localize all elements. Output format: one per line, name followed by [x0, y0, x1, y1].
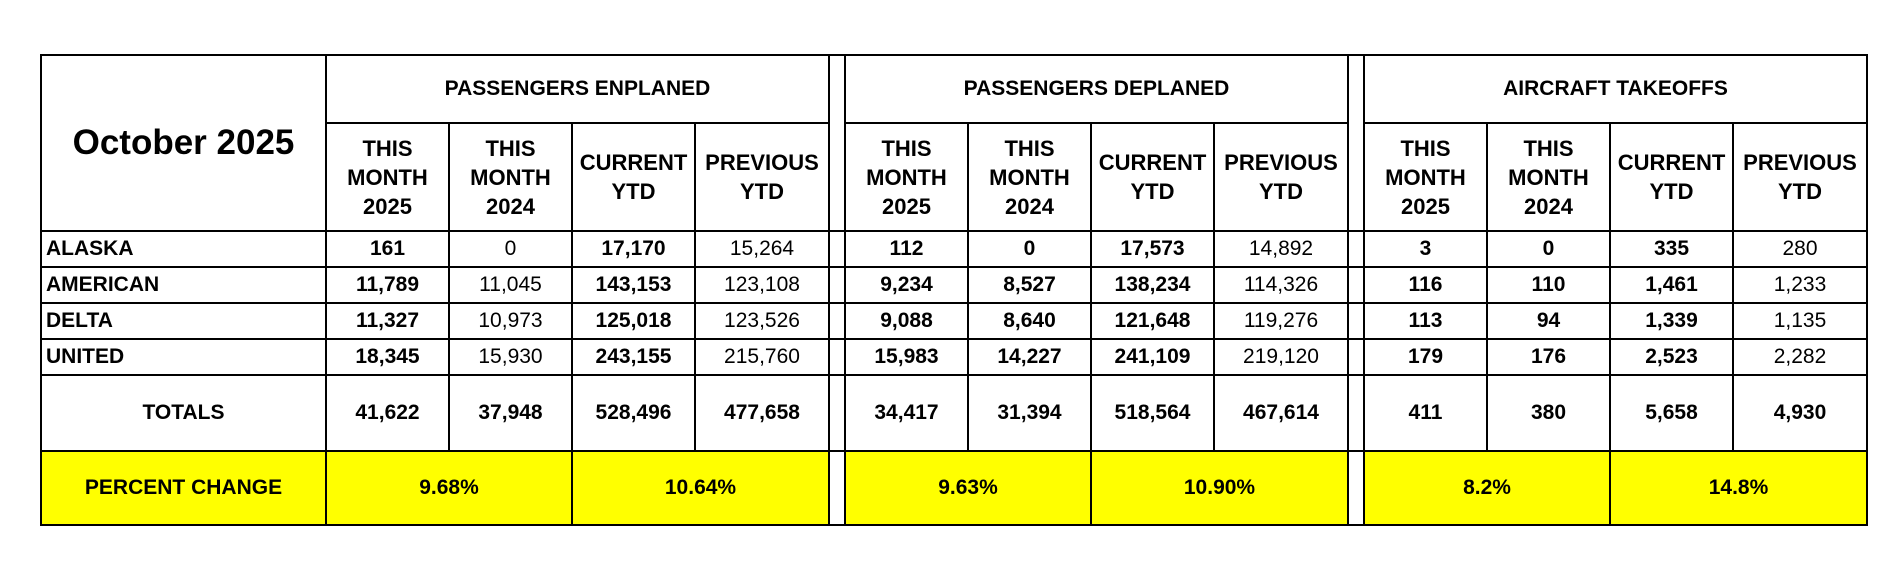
cell-deplaned-this-month-2025: 15,983 [845, 339, 968, 375]
cell-takeoffs-previous-ytd: 1,135 [1733, 303, 1867, 339]
cell-deplaned-previous-ytd: 14,892 [1214, 231, 1348, 267]
cell-takeoffs-current-ytd: 335 [1610, 231, 1733, 267]
cell-enplaned-this-month-2025: 11,789 [326, 267, 449, 303]
column-divider [1348, 339, 1364, 375]
totals-label: TOTALS [41, 375, 326, 451]
cell-enplaned-this-month-2025: 18,345 [326, 339, 449, 375]
cell-deplaned-this-month-2024: 8,527 [968, 267, 1091, 303]
cell-enplaned-previous-ytd: 123,108 [695, 267, 829, 303]
cell-takeoffs-this-month-2025: 116 [1364, 267, 1487, 303]
column-divider [829, 231, 845, 267]
total-takeoffs-current-ytd: 5,658 [1610, 375, 1733, 451]
table-row [41, 231, 1867, 267]
sub-header-current-ytd: CURRENT YTD [1091, 123, 1214, 231]
carrier-name: AMERICAN [41, 267, 326, 303]
sub-header-previous-ytd: PREVIOUS YTD [1733, 123, 1867, 231]
cell-takeoffs-previous-ytd: 2,282 [1733, 339, 1867, 375]
carrier-name: UNITED [41, 339, 326, 375]
column-divider [829, 451, 845, 525]
cell-takeoffs-this-month-2024: 94 [1487, 303, 1610, 339]
column-divider [1348, 451, 1364, 525]
sub-header-previous-ytd: PREVIOUS YTD [695, 123, 829, 231]
column-divider [829, 267, 845, 303]
group-header-deplaned: PASSENGERS DEPLANED [845, 55, 1348, 123]
cell-enplaned-previous-ytd: 215,760 [695, 339, 829, 375]
total-enplaned-this-month-2025: 41,622 [326, 375, 449, 451]
cell-deplaned-this-month-2025: 112 [845, 231, 968, 267]
column-divider [1348, 267, 1364, 303]
cell-takeoffs-this-month-2025: 113 [1364, 303, 1487, 339]
cell-enplaned-current-ytd: 125,018 [572, 303, 695, 339]
cell-takeoffs-current-ytd: 1,339 [1610, 303, 1733, 339]
sub-header-this-month-2025: THIS MONTH 2025 [326, 123, 449, 231]
cell-enplaned-previous-ytd: 123,526 [695, 303, 829, 339]
cell-takeoffs-this-month-2024: 176 [1487, 339, 1610, 375]
cell-deplaned-previous-ytd: 119,276 [1214, 303, 1348, 339]
total-deplaned-this-month-2024: 31,394 [968, 375, 1091, 451]
column-divider [1348, 375, 1364, 451]
sub-header-this-month-2024: THIS MONTH 2024 [449, 123, 572, 231]
cell-deplaned-previous-ytd: 219,120 [1214, 339, 1348, 375]
column-divider [829, 303, 845, 339]
table-row [41, 339, 1867, 375]
cell-takeoffs-this-month-2024: 0 [1487, 231, 1610, 267]
column-divider [1348, 55, 1364, 231]
cell-enplaned-previous-ytd: 15,264 [695, 231, 829, 267]
percent-change-row [41, 451, 1867, 525]
cell-deplaned-previous-ytd: 114,326 [1214, 267, 1348, 303]
sub-header-current-ytd: CURRENT YTD [572, 123, 695, 231]
pct-deplaned-ytd: 10.90% [1091, 451, 1348, 525]
cell-enplaned-current-ytd: 243,155 [572, 339, 695, 375]
total-deplaned-current-ytd: 518,564 [1091, 375, 1214, 451]
group-header-takeoffs: AIRCRAFT TAKEOFFS [1364, 55, 1867, 123]
total-enplaned-this-month-2024: 37,948 [449, 375, 572, 451]
column-divider [1348, 303, 1364, 339]
total-takeoffs-previous-ytd: 4,930 [1733, 375, 1867, 451]
pct-deplaned-month: 9.63% [845, 451, 1091, 525]
sub-header-this-month-2024: THIS MONTH 2024 [968, 123, 1091, 231]
pct-takeoffs-ytd: 14.8% [1610, 451, 1867, 525]
carrier-name: ALASKA [41, 231, 326, 267]
total-enplaned-current-ytd: 528,496 [572, 375, 695, 451]
cell-takeoffs-this-month-2025: 179 [1364, 339, 1487, 375]
cell-takeoffs-current-ytd: 1,461 [1610, 267, 1733, 303]
cell-deplaned-this-month-2025: 9,234 [845, 267, 968, 303]
cell-takeoffs-current-ytd: 2,523 [1610, 339, 1733, 375]
cell-takeoffs-previous-ytd: 1,233 [1733, 267, 1867, 303]
sub-header-current-ytd: CURRENT YTD [1610, 123, 1733, 231]
table-row [41, 267, 1867, 303]
cell-deplaned-this-month-2024: 14,227 [968, 339, 1091, 375]
cell-deplaned-this-month-2025: 9,088 [845, 303, 968, 339]
sub-header-previous-ytd: PREVIOUS YTD [1214, 123, 1348, 231]
table-row [41, 303, 1867, 339]
cell-enplaned-current-ytd: 143,153 [572, 267, 695, 303]
cell-deplaned-this-month-2024: 8,640 [968, 303, 1091, 339]
column-divider [829, 375, 845, 451]
cell-enplaned-this-month-2024: 15,930 [449, 339, 572, 375]
column-divider [829, 339, 845, 375]
report-title: October 2025 [41, 55, 326, 231]
cell-enplaned-current-ytd: 17,170 [572, 231, 695, 267]
total-deplaned-this-month-2025: 34,417 [845, 375, 968, 451]
column-divider [829, 55, 845, 231]
cell-deplaned-current-ytd: 121,648 [1091, 303, 1214, 339]
pct-takeoffs-month: 8.2% [1364, 451, 1610, 525]
sub-header-this-month-2025: THIS MONTH 2025 [845, 123, 968, 231]
group-header-enplaned: PASSENGERS ENPLANED [326, 55, 829, 123]
cell-enplaned-this-month-2025: 161 [326, 231, 449, 267]
sub-header-this-month-2025: THIS MONTH 2025 [1364, 123, 1487, 231]
total-deplaned-previous-ytd: 467,614 [1214, 375, 1348, 451]
totals-row [41, 375, 1867, 451]
cell-enplaned-this-month-2024: 10,973 [449, 303, 572, 339]
sub-header-this-month-2024: THIS MONTH 2024 [1487, 123, 1610, 231]
cell-enplaned-this-month-2024: 11,045 [449, 267, 572, 303]
pct-enplaned-ytd: 10.64% [572, 451, 829, 525]
cell-deplaned-current-ytd: 241,109 [1091, 339, 1214, 375]
total-enplaned-previous-ytd: 477,658 [695, 375, 829, 451]
carrier-name: DELTA [41, 303, 326, 339]
total-takeoffs-this-month-2025: 411 [1364, 375, 1487, 451]
cell-takeoffs-this-month-2024: 110 [1487, 267, 1610, 303]
column-divider [1348, 231, 1364, 267]
group-header-row [41, 55, 1867, 123]
cell-enplaned-this-month-2024: 0 [449, 231, 572, 267]
total-takeoffs-this-month-2024: 380 [1487, 375, 1610, 451]
cell-deplaned-this-month-2024: 0 [968, 231, 1091, 267]
cell-deplaned-current-ytd: 138,234 [1091, 267, 1214, 303]
percent-change-label: PERCENT CHANGE [41, 451, 326, 525]
cell-takeoffs-previous-ytd: 280 [1733, 231, 1867, 267]
cell-takeoffs-this-month-2025: 3 [1364, 231, 1487, 267]
airport-statistics-table [40, 54, 1868, 526]
cell-deplaned-current-ytd: 17,573 [1091, 231, 1214, 267]
pct-enplaned-month: 9.68% [326, 451, 572, 525]
cell-enplaned-this-month-2025: 11,327 [326, 303, 449, 339]
